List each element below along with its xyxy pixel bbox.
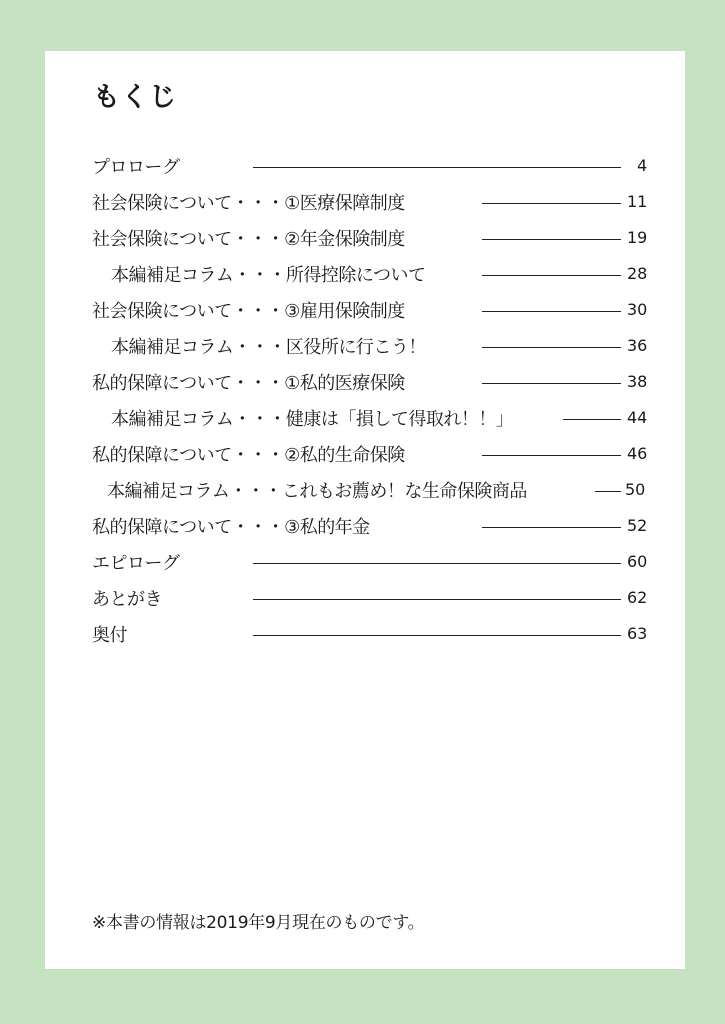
toc-leader-line bbox=[482, 347, 621, 348]
toc-entry[interactable] bbox=[45, 186, 685, 216]
toc-entry-page: 28 bbox=[627, 264, 648, 283]
toc-entry-page: 19 bbox=[627, 228, 648, 247]
toc-page bbox=[45, 51, 685, 969]
toc-leader-line bbox=[482, 311, 621, 312]
toc-entry-page: 52 bbox=[627, 516, 648, 535]
toc-leader-line bbox=[563, 419, 621, 420]
toc-entry[interactable] bbox=[45, 618, 685, 648]
toc-entry[interactable] bbox=[45, 474, 685, 504]
page-title: もくじ bbox=[93, 82, 177, 113]
toc-entry[interactable] bbox=[45, 150, 685, 180]
toc-leader-line bbox=[482, 275, 621, 276]
toc-entry[interactable] bbox=[45, 366, 685, 396]
toc-entry[interactable] bbox=[45, 546, 685, 576]
toc-entry-label: 社会保険について・・・③雇用保険制度 bbox=[92, 301, 405, 322]
toc-entry-label: 社会保険について・・・①医療保障制度 bbox=[92, 193, 405, 214]
toc-entry[interactable] bbox=[45, 258, 685, 288]
toc-entry[interactable] bbox=[45, 510, 685, 540]
toc-leader-line bbox=[482, 527, 621, 528]
toc-entry-page: 60 bbox=[627, 552, 648, 571]
toc-leader-line bbox=[253, 563, 621, 564]
toc-entry-label: 私的保障について・・・①私的医療保険 bbox=[92, 373, 405, 394]
toc-entry-label: 本編補足コラム・・・これもお薦め！な生命保険商品 bbox=[107, 481, 527, 502]
toc-entry-page: 50 bbox=[625, 480, 646, 499]
footnote: ※本書の情報は2019年9月現在のものです。 bbox=[92, 913, 425, 933]
toc-leader-line bbox=[253, 599, 621, 600]
toc-entry-label: 社会保険について・・・②年金保険制度 bbox=[92, 229, 405, 250]
toc-entry[interactable] bbox=[45, 402, 685, 432]
toc-entry-page: 44 bbox=[627, 408, 648, 427]
toc-entry-page: 30 bbox=[627, 300, 648, 319]
toc-entry-label: 本編補足コラム・・・区役所に行こう！ bbox=[111, 337, 426, 358]
toc-entry[interactable] bbox=[45, 330, 685, 360]
toc-entry-page: 62 bbox=[627, 588, 648, 607]
toc-leader-line bbox=[482, 455, 621, 456]
toc-entry-page: 38 bbox=[627, 372, 648, 391]
toc-entry[interactable] bbox=[45, 582, 685, 612]
toc-entry[interactable] bbox=[45, 222, 685, 252]
toc-leader-line bbox=[595, 491, 621, 492]
toc-entry-label: 奥付 bbox=[92, 625, 127, 646]
toc-entry-label: 本編補足コラム・・・所得控除について bbox=[111, 265, 426, 286]
toc-entry[interactable] bbox=[45, 438, 685, 468]
toc-entry-label: 私的保障について・・・②私的生命保険 bbox=[92, 445, 405, 466]
toc-leader-line bbox=[482, 383, 621, 384]
toc-entry-label: 本編補足コラム・・・健康は「損して得取れ！！」 bbox=[111, 409, 514, 430]
toc-leader-line bbox=[482, 203, 621, 204]
toc-entry-label: 私的保障について・・・③私的年金 bbox=[92, 517, 370, 538]
toc-entry-page: 11 bbox=[627, 192, 648, 211]
toc-entry-label: あとがき bbox=[92, 589, 162, 610]
toc-entry-page: 36 bbox=[627, 336, 648, 355]
toc-leader-line bbox=[253, 635, 621, 636]
toc-entry-label: エピローグ bbox=[92, 553, 180, 574]
toc-leader-line bbox=[482, 239, 621, 240]
toc-entry-label: プロローグ bbox=[92, 157, 180, 178]
toc-entry[interactable] bbox=[45, 294, 685, 324]
toc-entry-page: 46 bbox=[627, 444, 648, 463]
toc-entry-page: 63 bbox=[627, 624, 648, 643]
toc-leader-line bbox=[253, 167, 621, 168]
toc-entry-page: 4 bbox=[637, 156, 648, 175]
